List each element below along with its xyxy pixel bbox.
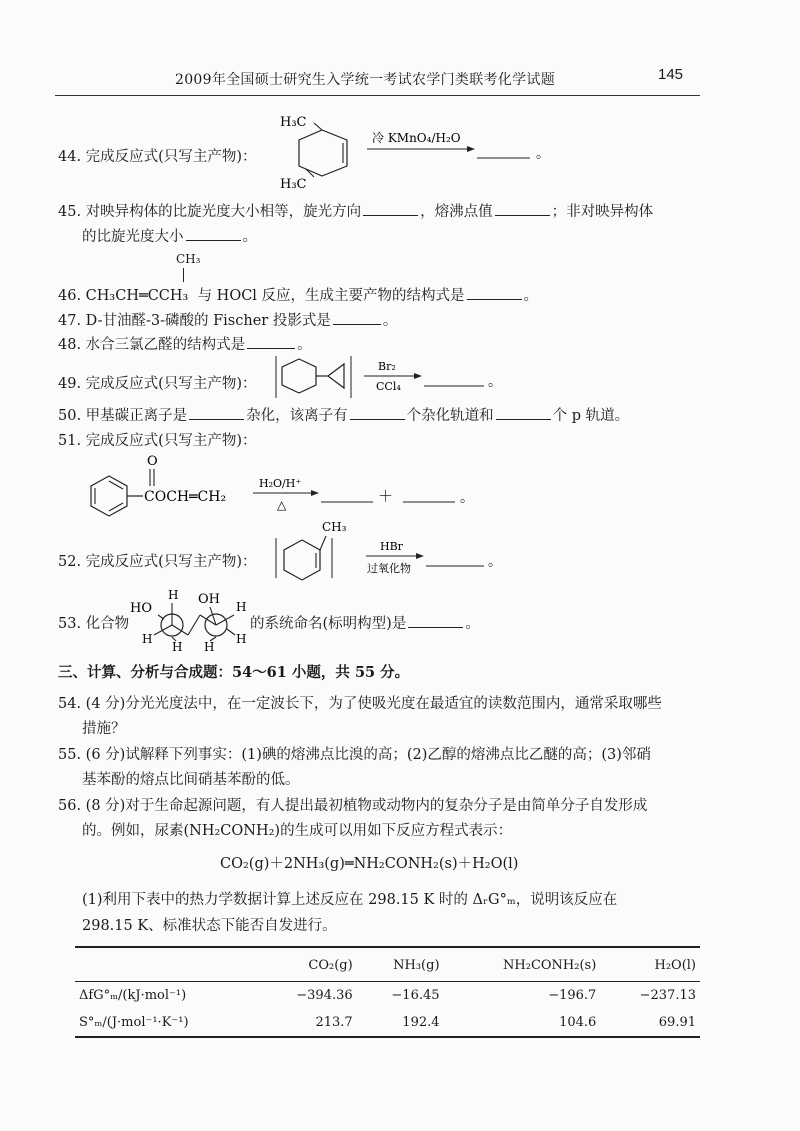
table-cell: 69.91 [600, 1009, 700, 1037]
page-header-title: 2009年全国硕士研究生入学统一考试农学门类联考化学试题 [175, 72, 556, 88]
q46-text: 与 HOCl 反应，生成主要产物的结构式是 [197, 288, 465, 304]
q51-formula: COCH═CH₂ [144, 489, 227, 505]
table-cell: −237.13 [639, 988, 696, 1003]
q53-end: 。 [465, 616, 480, 632]
q50-line [58, 404, 629, 425]
table-row [75, 982, 700, 1010]
q51-carbonyl-o: O [147, 454, 158, 469]
q50-blank-2[interactable] [350, 405, 405, 420]
q48-end: 。 [297, 337, 312, 353]
q53-h6: H [236, 632, 247, 646]
q46-formula: 46. CH₃CH═CCH₃ [58, 288, 189, 304]
q51-plus: ＋ [378, 487, 394, 505]
q51-structure [85, 452, 485, 522]
q52-methyl: CH₃ [322, 520, 347, 534]
q50-b: 杂化，该离子有 [246, 408, 348, 424]
section3-title: 三、计算、分析与合成题：54～61 小题，共 55 分。 [58, 664, 410, 681]
q51-reagent-top: H₂O/H⁺ [259, 477, 302, 490]
q44-end: 。 [536, 146, 550, 162]
q46-ch3: CH₃ [176, 252, 201, 266]
q53-blank[interactable] [408, 613, 463, 628]
q44-text: 44. 完成反应式(只写主产物)： [58, 149, 257, 165]
q49-text: 49. 完成反应式(只写主产物)： [58, 376, 257, 392]
table-header-cell: NH₂CONH₂(s) [444, 947, 601, 982]
q53-text-b: 的系统命名(标明构型)是 [250, 616, 407, 632]
q56-line1: 56. (8 分)对于生命起源问题，有人提出最初植物或动物内的复杂分子是由简单分子自发形成 [58, 798, 648, 814]
table-cell: 104.6 [444, 1009, 601, 1037]
table-header-cell: H₂O(l) [600, 947, 700, 982]
q47-text: 47. D-甘油醛-3-磷酸的 Fischer 投影式是 [58, 313, 331, 329]
q45-e: 。 [242, 229, 257, 245]
q56-line2: 的。例如，尿素(NH₂CONH₂)的生成可以用如下反应方程式表示： [82, 823, 513, 839]
header-divider [55, 95, 700, 96]
q53-text-a: 53. 化合物 [58, 616, 130, 632]
q55-line2: 基苯酚的熔点比间硝基苯酚的低。 [82, 772, 300, 788]
q53-ho: HO [130, 601, 152, 616]
q45-a: 45. 对映异构体的比旋光度大小相等，旋光方向 [58, 204, 362, 220]
q44-structure [272, 108, 552, 193]
q44-reagent: 冷 KMnO₄/H₂O [372, 131, 461, 145]
q53-h4: H [172, 640, 183, 653]
q48-blank[interactable] [247, 334, 295, 349]
q46-blank[interactable] [467, 285, 522, 300]
thermo-data-table [75, 946, 700, 1038]
q56-sub1-line2: 298.15 K、标准状态下能否自发进行。 [82, 918, 337, 934]
q53-oh: OH [198, 592, 220, 607]
q45-blank-2[interactable] [495, 201, 550, 216]
q53-h5: H [204, 640, 215, 653]
table-row-label: S°ₘ/(J·mol⁻¹·K⁻¹) [75, 1009, 257, 1037]
q46-bond [183, 268, 184, 282]
q44-group-bottom: H₃C [280, 177, 307, 192]
q46-line [58, 284, 538, 305]
table-cell: −16.45 [391, 988, 440, 1003]
q47-blank[interactable] [333, 310, 381, 325]
q45-c: ；非对映异构体 [551, 204, 654, 220]
q56-sub1-line1: (1)利用下表中的热力学数据计算上述反应在 298.15 K 时的 ΔᵣG°ₘ，说明该反应在 [82, 892, 618, 908]
q45-d: 的比旋光度大小 [82, 229, 184, 245]
table-cell: 213.7 [257, 1009, 357, 1037]
q50-d: 个 p 轨道。 [552, 408, 630, 424]
q48-text: 48. 水合三氯乙醛的结构式是 [58, 337, 246, 353]
q51-text: 51. 完成反应式(只写主产物)： [58, 433, 257, 449]
q51-reagent-bottom: △ [277, 498, 287, 512]
q49-end: 。 [488, 374, 502, 390]
q49-reagent-top: Br₂ [378, 360, 396, 373]
q52-text: 52. 完成反应式(只写主产物)： [58, 554, 257, 570]
q52-reagent-bottom: 过氧化物 [367, 562, 411, 575]
q46-end: 。 [523, 288, 539, 304]
q45-blank-1[interactable] [363, 201, 418, 216]
table-header-cell: CO₂(g) [257, 947, 357, 982]
q50-blank-3[interactable] [496, 405, 551, 420]
q53-h2: H [236, 600, 247, 614]
table-header-cell: NH₃(g) [357, 947, 444, 982]
q45-line2 [82, 225, 257, 246]
q55-line1: 55. (6 分)试解释下列事实：(1)碘的熔沸点比溴的高；(2)乙醇的熔沸点比乙醚的高；(3)邻硝 [58, 747, 651, 763]
q48-line [58, 333, 312, 354]
q53-line [250, 612, 480, 633]
q44-group-top: H₃C [280, 115, 307, 130]
q54-line2: 措施？ [82, 721, 126, 737]
q53-h3: H [142, 632, 153, 646]
q47-line [58, 309, 397, 330]
q53-h1: H [168, 588, 179, 602]
table-row [75, 1009, 700, 1037]
table-header-cell [75, 947, 257, 982]
q50-blank-1[interactable] [189, 405, 244, 420]
q51-end: 。 [460, 490, 474, 506]
table-cell: −196.7 [548, 988, 597, 1003]
page-number: 145 [658, 66, 684, 83]
q54-line1: 54. (4 分)分光光度法中，在一定波长下，为了使吸光度在最适宜的读数范围内，通常采取哪些 [58, 696, 662, 712]
q52-end: 。 [488, 554, 502, 570]
table-cell: −394.36 [296, 988, 353, 1003]
q50-a: 50. 甲基碳正离子是 [58, 408, 188, 424]
q56-equation: CO₂(g)＋2NH₃(g)═NH₂CONH₂(s)＋H₂O(l) [220, 856, 519, 872]
q45-blank-3[interactable] [186, 226, 241, 241]
q45-line1 [58, 200, 653, 221]
table-cell: 192.4 [357, 1009, 444, 1037]
q52-structure [272, 516, 512, 584]
q47-end: 。 [382, 313, 398, 329]
q53-newman-structure [128, 585, 253, 653]
table-row-label: ΔfG°ₘ/(kJ·mol⁻¹) [79, 988, 187, 1003]
q45-b: ，熔沸点值 [420, 204, 493, 220]
q52-reagent-top: HBr [380, 540, 403, 553]
q50-c: 个杂化轨道和 [406, 408, 494, 424]
q49-structure [272, 352, 512, 402]
q49-reagent-bottom: CCl₄ [376, 380, 401, 393]
table-header-row [75, 947, 700, 982]
